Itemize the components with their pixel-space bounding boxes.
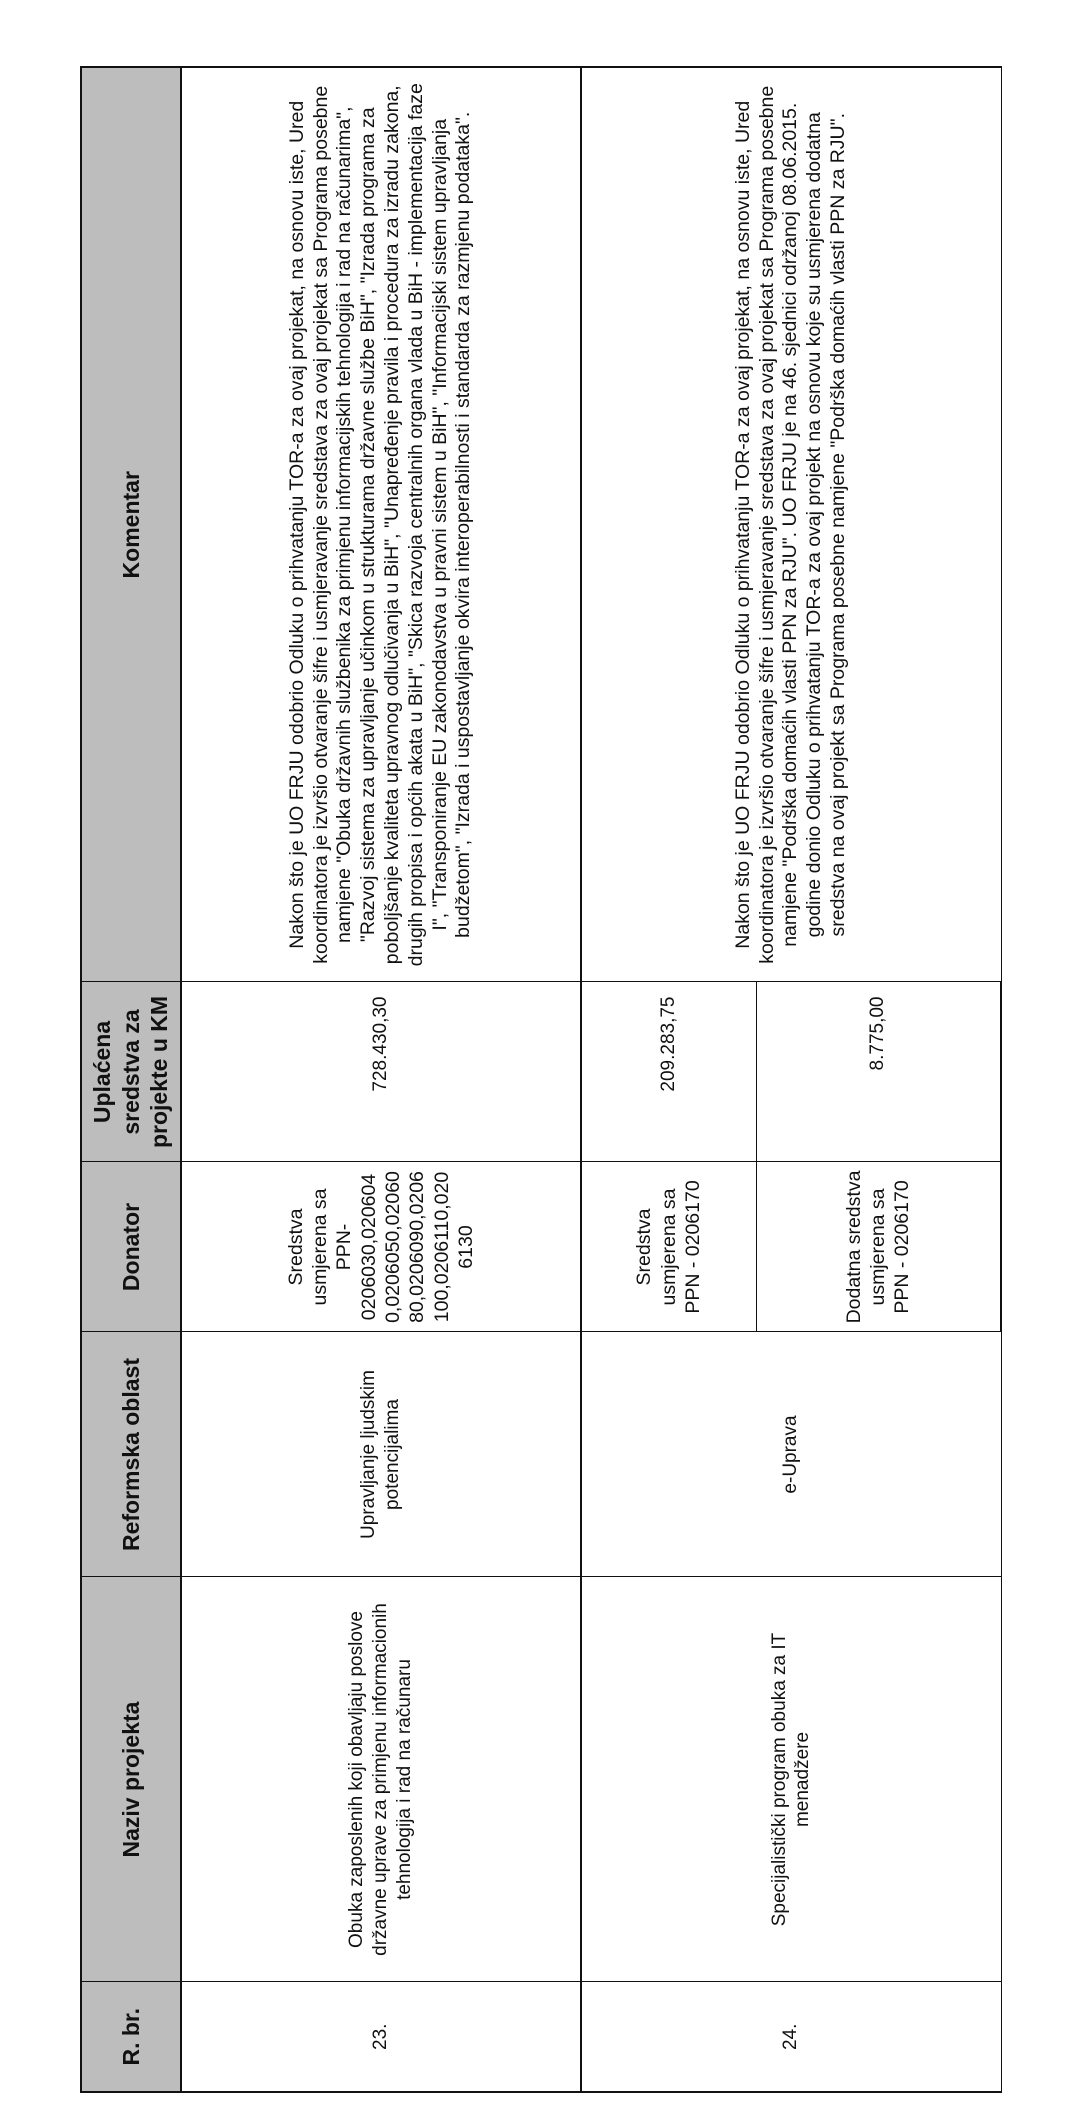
cell-rbr: 24. [581, 1982, 1001, 2092]
cell-rbr: 23. [181, 1982, 581, 2092]
cell-uplacena-sredstva: 8.775,00 [756, 982, 1001, 1162]
table-caption [40, 0, 80, 60]
header-donator: Donator [81, 1162, 181, 1332]
projects-table [80, 66, 1002, 2093]
cell-komentar: Nakon što je UO FRJU odobrio Odluku o prihvatanju TOR-a za ovaj projekat, na osnovu iste, Ured koordinatora je izvršio otvaranje šifre i usmjeravanje sredstava za ovaj projekat sa Programa posebne namjene "Podrška domaćih vlasti PPN za RJU". UO FRJU je na 46. sjednici održanoj 08.06.2015. godine donio Odluku o prihvatanju TOR-a za ovaj projekt na osnovu koje su usmjerena dodatna sredstva na ovaj projekt sa Programa posebne namjene "Podrška domaćih vlasti PPN za RJU". [581, 67, 1001, 982]
cell-reformska-oblast: e-Uprava [581, 1332, 1001, 1577]
cell-reformska-oblast: Upravljanje ljudskim potencijalima [181, 1332, 581, 1577]
cell-uplacena-sredstva: 209.283,75 [581, 982, 756, 1162]
cell-donator: Sredstva usmjerena sa PPN - 0206170 [581, 1162, 756, 1332]
cell-uplacena-sredstva: 728.430,30 [181, 982, 581, 1162]
header-rbr: R. br. [81, 1982, 181, 2092]
header-komentar: Komentar [81, 67, 181, 982]
header-reformska-oblast: Reformska oblast [81, 1332, 181, 1577]
table-row [181, 67, 581, 2092]
header-naziv-projekta: Naziv projekta [81, 1577, 181, 1982]
cell-donator: Sredstva usmjerena sa PPN-0206030,0206040,0206050,0206080,0206090,0206100,0206110,0206130 [181, 1162, 581, 1332]
cell-donator: Dodatna sredstva usmjerena sa PPN - 0206170 [756, 1162, 1001, 1332]
cell-naziv-projekta: Obuka zaposlenih koji obavljaju poslove državne uprave za primjenu informacionih tehnologija i rad na računaru [181, 1577, 581, 1982]
cell-komentar: Nakon što je UO FRJU odobrio Odluku o prihvatanju TOR-a za ovaj projekat, na osnovu iste, Ured koordinatora je izvršio otvaranje šifre i usmjeravanje sredstava za ovaj projekat sa Programa posebne namjene "Obuka državnih službenika za primjenu informacijskih tehnologija i rad na računarima", "Razvoj sistema za upravljanje učinkom u strukturama državne službe BiH", "Izrada programa za poboljšanje kvaliteta upravnog odlučivanja u BiH", "Unapređenje pravila i procedura za izradu zakona, drugih propisa i općih akata u BiH", "Skica razvoja centralnih organa vlada u BiH - implementacija faze I", "Transponiranje EU zakonodavstva u pravni sistem u BiH", "Informacijski sistem upravljanja budžetom", "Izrada i uspostavljanje okvira interoperabilnosti i standarda za razmjenu podataka". [181, 67, 581, 982]
rotated-table-sheet [80, 68, 998, 2093]
table-row [581, 67, 756, 2092]
table-header-row [81, 67, 181, 2092]
header-uplacena-sredstva: Uplaćena sredstva za projekte u KM [81, 982, 181, 1162]
cell-naziv-projekta: Specijalistički program obuka za IT menadžere [581, 1577, 1001, 1982]
